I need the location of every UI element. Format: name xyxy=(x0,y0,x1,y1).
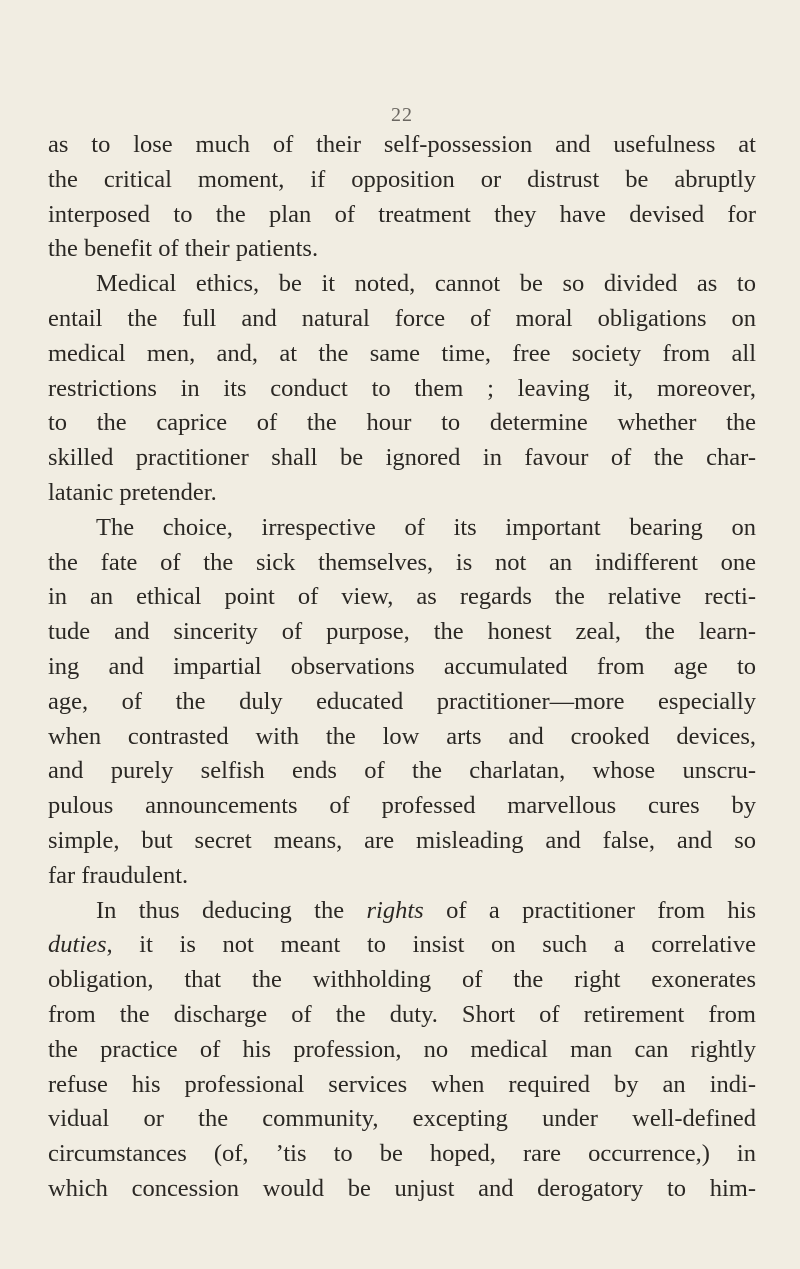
text-line: when contrasted with the low arts and crooked devices, xyxy=(48,722,756,750)
text-line: obligation, that the withholding of the right exonerates xyxy=(48,966,756,994)
text-line: the benefit of their patients. xyxy=(48,235,319,263)
text-line: from the discharge of the duty. Short of retirement from xyxy=(48,1000,756,1028)
text-line: to the caprice of the hour to determine whether the xyxy=(48,409,756,437)
text-line: interposed to the plan of treatment they have devised for xyxy=(48,200,756,228)
text-line: Medical ethics, be it noted, cannot be so divided as to xyxy=(96,270,756,298)
text-line: vidual or the community, excepting under well-defined xyxy=(48,1105,756,1133)
text-line: restrictions in its conduct to them ; leaving it, moreover, xyxy=(48,374,756,402)
text-line xyxy=(48,894,756,929)
text-line: which concession would be unjust and derogatory to him- xyxy=(48,1174,756,1202)
text-segment: In thus deducing the xyxy=(96,896,367,924)
text-line: the practice of his profession, no medical man can rightly xyxy=(48,1035,756,1063)
text-line: age, of the duly educated practitioner—more especially xyxy=(48,687,756,715)
text-line: latanic pretender. xyxy=(48,478,217,506)
text-line: medical men, and, at the same time, free society from all xyxy=(48,339,756,367)
text-line: far fraudulent. xyxy=(48,861,189,889)
text-line: tude and sincerity of purpose, the honest zeal, the learn- xyxy=(48,618,756,646)
text-line: refuse his professional services when required by an indi- xyxy=(48,1070,756,1098)
italic-word-rights: rights xyxy=(366,896,424,924)
text-segment: of a practitioner from his xyxy=(423,896,756,924)
text-segment: , it is not meant to insist on such a correlative xyxy=(106,931,756,959)
text-line: pulous announcements of professed marvellous cures by xyxy=(48,792,756,820)
page-number: 22 xyxy=(391,104,413,126)
body-text xyxy=(48,128,756,1207)
text-line: as to lose much of their self-possession and usefulness at xyxy=(48,131,756,158)
text-line: the fate of the sick themselves, is not an indifferent one xyxy=(48,548,756,576)
text-line: in an ethical point of view, as regards the relative recti- xyxy=(48,583,756,611)
italic-word-duties: duties xyxy=(48,931,107,959)
text-line: and purely selfish ends of the charlatan, whose unscru- xyxy=(48,757,756,785)
text-line: entail the full and natural force of moral obligations on xyxy=(48,304,756,332)
text-line: simple, but secret means, are misleading and false, and so xyxy=(48,826,756,854)
text-line: ing and impartial observations accumulated from age to xyxy=(48,652,756,680)
text-line: The choice, irrespective of its important bearing on xyxy=(96,513,756,541)
text-line: skilled practitioner shall be ignored in favour of the char- xyxy=(48,444,756,472)
text-line: the critical moment, if opposition or distrust be abruptly xyxy=(48,165,756,193)
text-line xyxy=(48,928,756,963)
text-line: circumstances (of, ’tis to be hoped, rare occurrence,) in xyxy=(48,1140,756,1168)
